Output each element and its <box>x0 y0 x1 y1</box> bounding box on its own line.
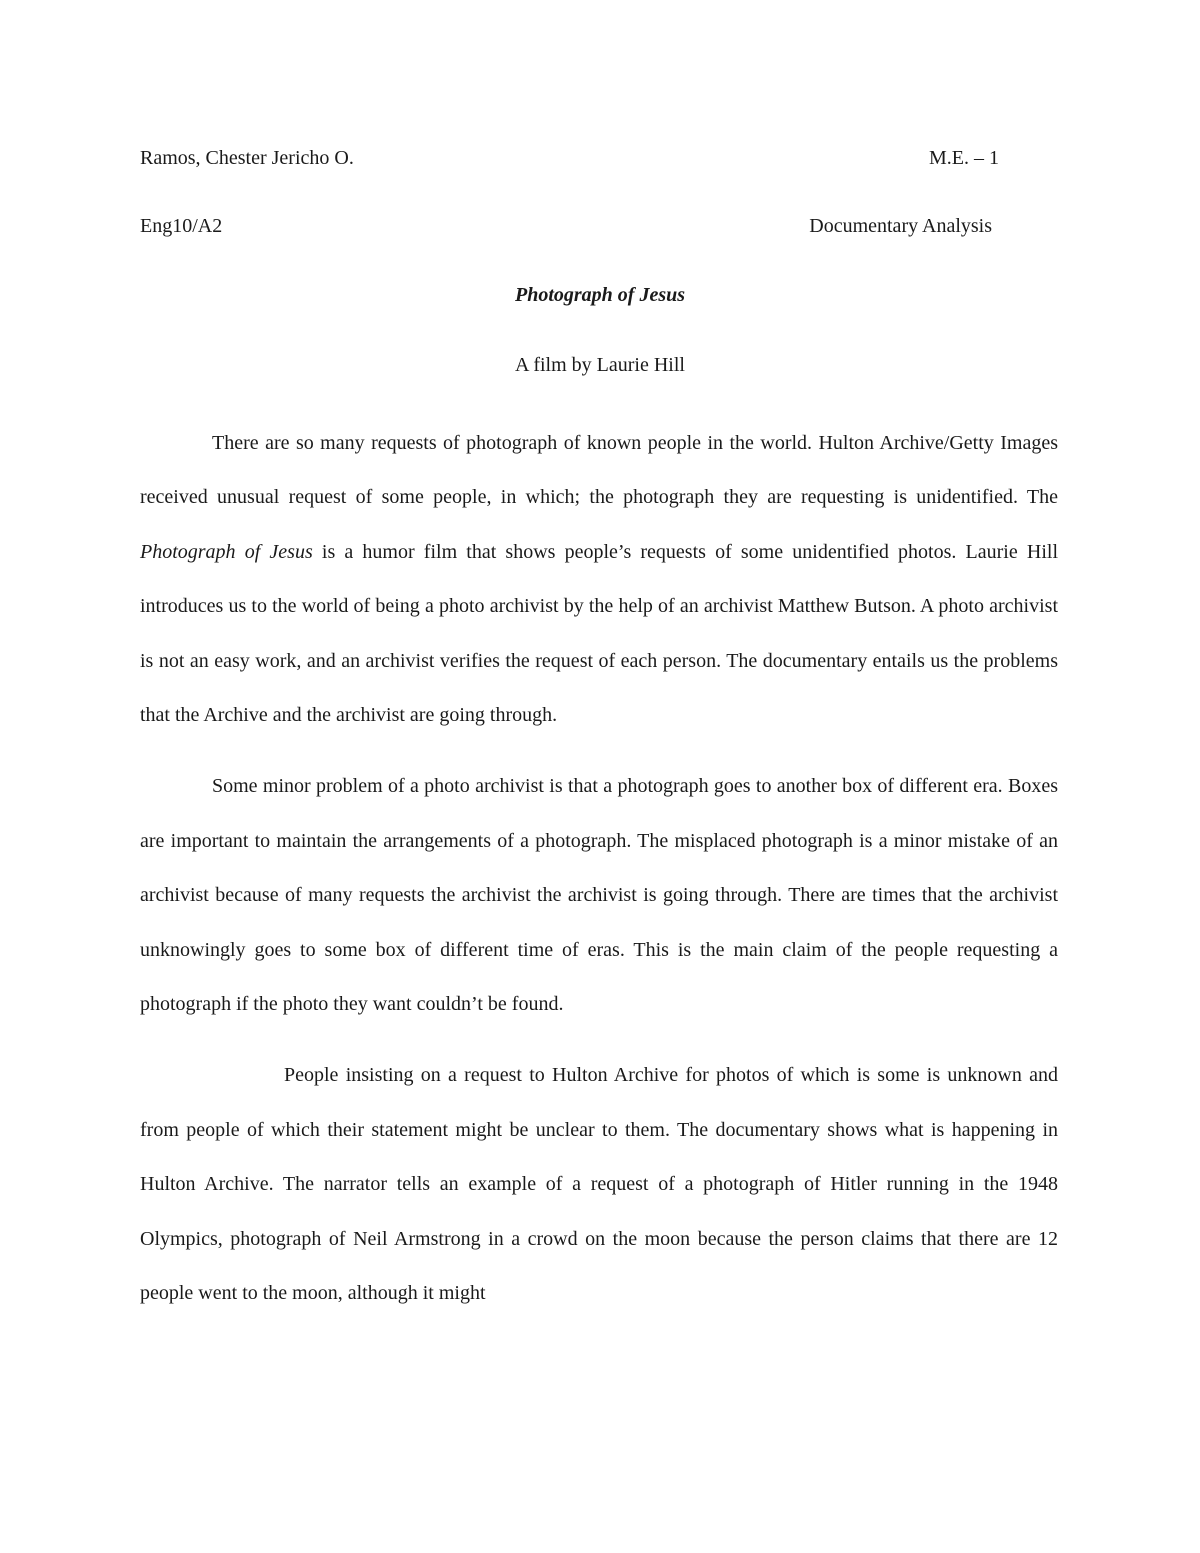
paragraph-1-text-start: There are so many requests of photograph of known people in the world. Hulton Archive/Getty Images received unusual request of some people, in which; the photograph they are requesting is unidentified. The <box>140 432 1058 509</box>
document-title: Photograph of Jesus <box>514 284 686 306</box>
paragraph-1-text-end: is a humor film that shows people’s requests of some unidentified photos. Laurie Hill introduces us to the world of being a photo archivist by the help of an archivist Matthew Butson. A photo archivist is not an easy work, and an archivist verifies the request of each person. The documentary entails us the problems that the Archive and the archivist are going through. <box>140 540 1059 727</box>
section-label: M.E. – 1 <box>929 147 999 169</box>
assignment-type: Documentary Analysis <box>809 215 992 237</box>
paragraph-1 <box>140 416 1058 742</box>
paragraph-2: Some minor problem of a photo archivist is that a photograph goes to another box of different era. Boxes are important to maintain the arrangements of a photograph. The misplaced photograph is a minor mistake of an archivist because of many requests the archivist the archivist is going through. There are times that the archivist unknowingly goes to some box of different time of eras. This is the main claim of the people requesting a photograph if the photo they want couldn’t be found. <box>140 775 1058 1016</box>
course-code: Eng10/A2 <box>140 215 223 237</box>
student-name: Ramos, Chester Jericho O. <box>140 147 354 169</box>
paragraph-3: People insisting on a request to Hulton Archive for photos of which is some is unknown and from people of which their statement might be unclear to them. The documentary shows what is happening in Hulton Archive. The narrator tells an example of a request of a photograph of Hitler running in the 1948 Olympics, photograph of Neil Armstrong in a crowd on the moon because the person claims that there are 12 people went to the moon, although it might <box>140 1064 1058 1305</box>
document-subtitle: A film by Laurie Hill <box>515 354 685 376</box>
document-body <box>140 416 1058 1321</box>
paragraph-1-film-title: Photograph of Jesus <box>140 540 313 563</box>
